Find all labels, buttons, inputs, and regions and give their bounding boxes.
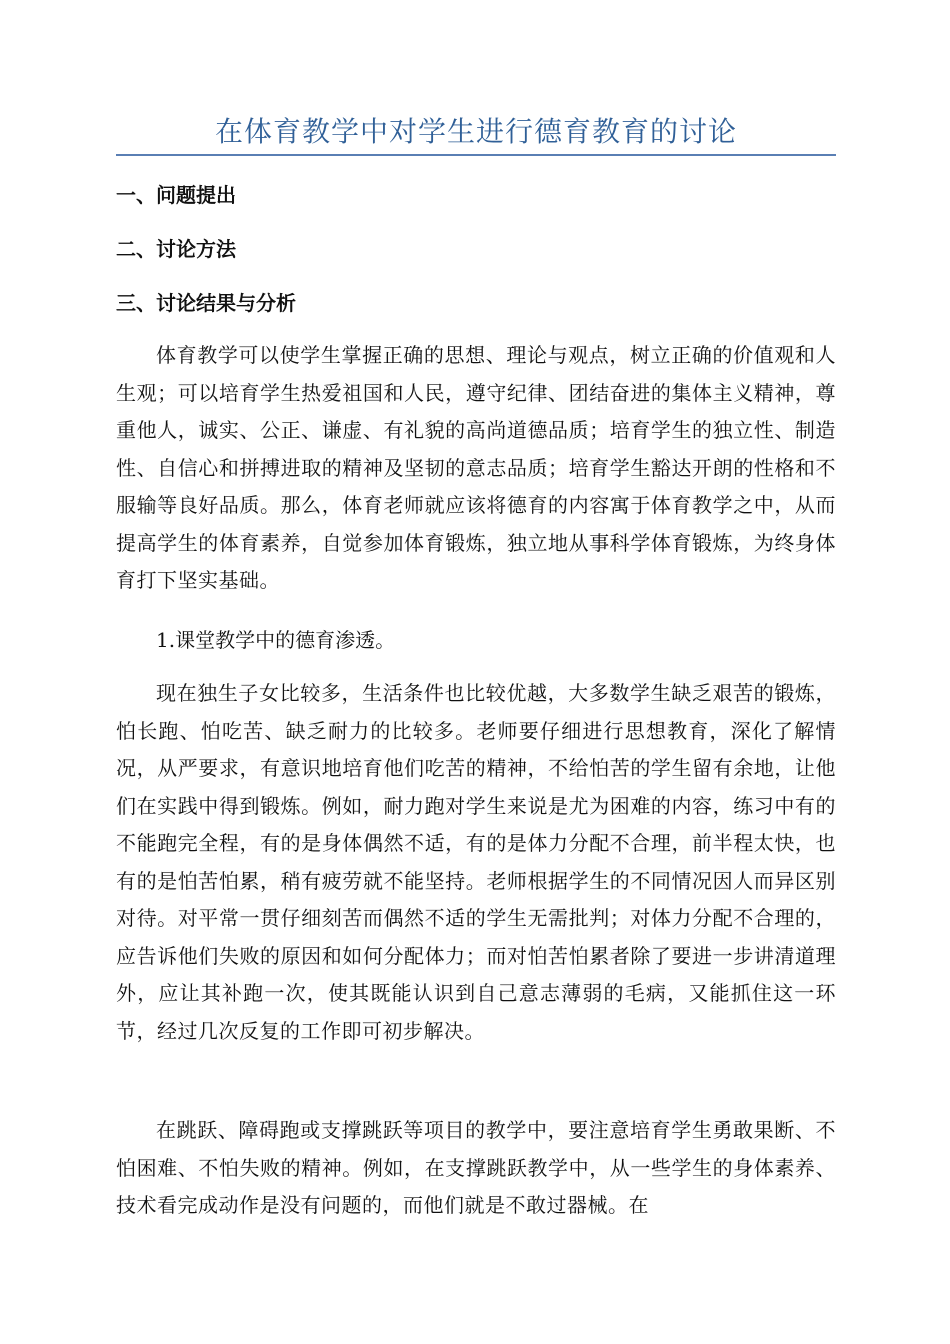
paragraph-intro: 体育教学可以使学生掌握正确的思想、理论与观点，树立正确的价值观和人生观；可以培育学生热爱祖国和人民，遵守纪律、团结奋进的集体主义精神，尊重他人，诚实、公正、谦虚、有礼貌的高尚道德品质；培育学生的独立性、制造性、自信心和拼搏进取的精神及坚韧的意志品质；培育学生豁达开朗的性格和不服输等良好品质。那么，体育老师就应该将德育的内容寓于体育教学之中，从而提高学生的体育素养，自觉参加体育锻炼，独立地从事科学体育锻炼，为终身体育打下坚实基础。 [116, 343, 836, 592]
subheading-classroom-moral-education: 1.课堂教学中的德育渗透。 [156, 628, 396, 652]
section-heading-problem: 一、问题提出 [116, 183, 236, 207]
title-underline [116, 154, 836, 156]
paragraph-jumping-events: 在跳跃、障碍跑或支撑跳跃等项目的教学中，要注意培育学生勇敢果断、不怕困难、不怕失败的精神。例如，在支撑跳跃教学中，从一些学生的身体素养、技术看完成动作是没有问题的，而他们就是不敢过器械。在 [116, 1118, 836, 1217]
paragraph-endurance-training: 现在独生子女比较多，生活条件也比较优越，大多数学生缺乏艰苦的锻炼，怕长跑、怕吃苦、缺乏耐力的比较多。老师要仔细进行思想教育，深化了解情况，从严要求，有意识地培育他们吃苦的精神，不给怕苦的学生留有余地，让他们在实践中得到锻炼。例如，耐力跑对学生来说是尤为困难的内容，练习中有的不能跑完全程，有的是身体偶然不适，有的是体力分配不合理，前半程太快，也有的是怕苦怕累，稍有疲劳就不能坚持。老师根据学生的不同情况因人而异区别对待。对平常一贯仔细刻苦而偶然不适的学生无需批判；对体力分配不合理的，应告诉他们失败的原因和如何分配体力；而对怕苦怕累者除了要进一步讲清道理外，应让其补跑一次，使其既能认识到自己意志薄弱的毛病，又能抓住这一环节，经过几次反复的工作即可初步解决。 [116, 681, 836, 1043]
section-heading-results: 三、讨论结果与分析 [116, 291, 296, 315]
section-heading-method: 二、讨论方法 [116, 237, 236, 261]
document-title: 在体育教学中对学生进行德育教育的讨论 [214, 115, 737, 148]
